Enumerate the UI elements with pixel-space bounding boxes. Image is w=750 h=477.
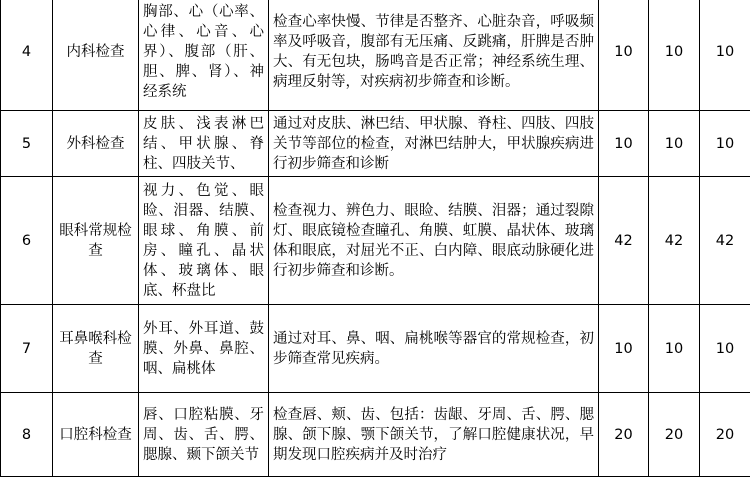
item-parts: 皮肤、浅表淋巴结、甲状腺、脊柱、四肢关节、	[139, 111, 269, 177]
item-name: 耳鼻喉科检查	[53, 305, 139, 393]
value-cell: 42	[599, 177, 649, 305]
item-description: 通过对耳、鼻、咽、扁桃喉等器官的常规检查，初步筛查常见疾病。	[269, 305, 599, 393]
row-number: 7	[1, 305, 53, 393]
value-cell: 42	[649, 177, 700, 305]
table-row	[1, 177, 750, 305]
value-cell: 10	[599, 111, 649, 177]
item-parts: 视力、色觉、眼睑、泪器、结膜、眼球、角膜、前房、瞳孔、晶状体、玻璃体、眼底、杯盘比	[139, 177, 269, 305]
item-description: 检查视力、辨色力、眼睑、结膜、泪器；通过裂隙灯、眼底镜检查瞳孔、角膜、虹膜、晶状体、玻璃体和眼底，对屈光不正、白内障、眼底动脉硬化进行初步筛查和诊断。	[269, 177, 599, 305]
value-cell: 10	[649, 111, 700, 177]
item-name: 口腔科检查	[53, 393, 139, 477]
value-cell: 10	[700, 305, 750, 393]
item-parts: 唇、口腔粘膜、牙周、齿、舌、腭、腮腺、颞下颌关节	[139, 393, 269, 477]
item-parts: 胸部、心（心率、心律、心音、心界）、腹部（肝、胆、脾、肾）、神经系统	[139, 0, 269, 111]
value-cell: 10	[599, 305, 649, 393]
item-name: 眼科常规检查	[53, 177, 139, 305]
row-number: 6	[1, 177, 53, 305]
item-description: 检查唇、颊、齿、包括：齿龈、牙周、舌、腭、腮腺、颌下腺、颚下颌关节，了解口腔健康状况，早期发现口腔疾病并及时治疗	[269, 393, 599, 477]
item-parts: 外耳、外耳道、鼓膜、外鼻、鼻腔、咽、扁桃体	[139, 305, 269, 393]
table-row	[1, 0, 750, 111]
value-cell: 20	[599, 393, 649, 477]
item-description: 通过对皮肤、淋巴结、甲状腺、脊柱、四肢、四肢关节等部位的检查，对淋巴结肿大，甲状腺疾病进行初步筛查和诊断	[269, 111, 599, 177]
value-cell: 10	[700, 0, 750, 111]
value-cell: 20	[649, 393, 700, 477]
table-row	[1, 393, 750, 477]
row-number: 8	[1, 393, 53, 477]
row-number: 5	[1, 111, 53, 177]
item-description: 检查心率快慢、节律是否整齐、心脏杂音，呼吸频率及呼吸音，腹部有无压痛、反跳痛，肝脾是否肿大、有无包块，肠鸣音是否正常；神经系统生理、病理反射等，对疾病初步筛查和诊断。	[269, 0, 599, 111]
value-cell: 20	[700, 393, 750, 477]
item-name: 内科检查	[53, 0, 139, 111]
value-cell: 42	[700, 177, 750, 305]
value-cell: 10	[649, 0, 700, 111]
value-cell: 10	[649, 305, 700, 393]
item-name: 外科检查	[53, 111, 139, 177]
table-row	[1, 111, 750, 177]
table-row	[1, 305, 750, 393]
value-cell: 10	[700, 111, 750, 177]
row-number: 4	[1, 0, 53, 111]
value-cell: 10	[599, 0, 649, 111]
